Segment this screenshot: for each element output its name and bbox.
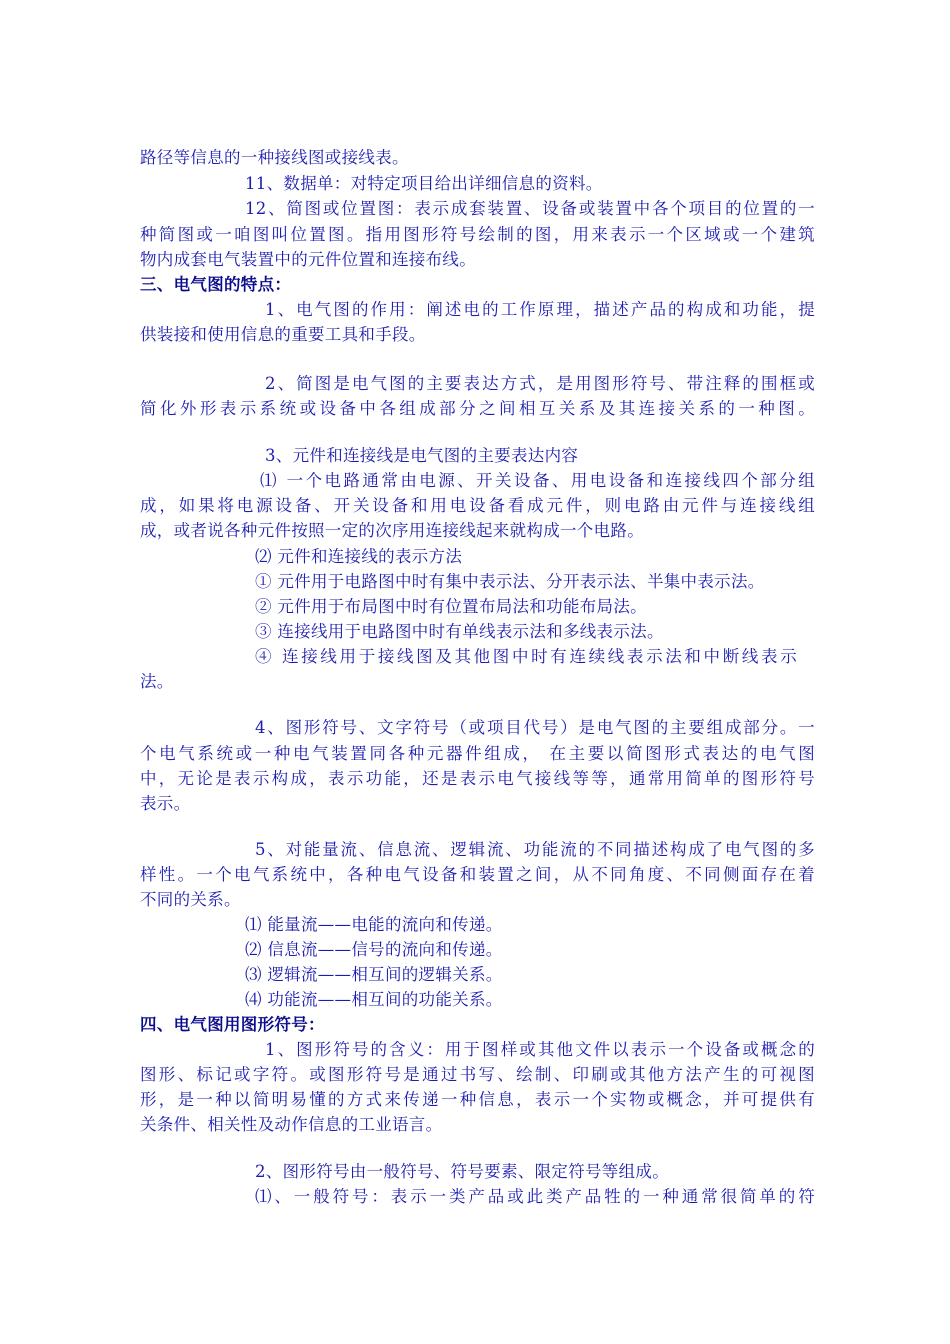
text-line: 中，无论是表示构成，表示功能，还是表示电气接线等等，通常用简单的图形符号 (140, 769, 815, 788)
text-line: ⑷ 功能流——相互间的功能关系。 (245, 990, 503, 1009)
text-line: ④ 连接线用于接线图及其他图中时有连续线表示法和中断线表示 (255, 647, 797, 666)
text-line: 成，如果将电源设备、开关设备和用电设备看成元件，则电路由元件与连接线组 (140, 496, 815, 515)
text-line: 表示。 (140, 794, 191, 813)
section-heading: 三、电气图的特点： (140, 275, 292, 294)
section-heading: 四、电气图用图形符号： (140, 1015, 325, 1034)
text-line: 样性。一个电气系统中，各种电气设备和装置之间，从不同角度、不同侧面存在着 (140, 865, 815, 884)
text-line: ⑴、一般符号：表示一类产品或此类产品牲的一种通常很简单的符 (255, 1187, 815, 1206)
text-line: 物内成套电气装置中的元件位置和连接布线。 (140, 250, 476, 269)
text-line: 1、电气图的作用：阐述电的工作原理，描述产品的构成和功能，提 (265, 300, 815, 319)
text-line: ① 元件用于电路图中时有集中表示法、分开表示法、半集中表示法。 (255, 572, 765, 591)
text-line: 供装接和使用信息的重要工具和手段。 (140, 325, 426, 344)
text-line: 形，是一种以简明易懂的方式来传递一种信息，表示一个实物或概念，并可提供有 (140, 1090, 815, 1109)
text-line: 简化外形表示系统或设备中各组成部分之间相互关系及其连接关系的一种图。 (140, 399, 815, 418)
text-line: 5、对能量流、信息流、逻辑流、功能流的不同描述构成了电气图的多 (255, 840, 815, 859)
text-line: 2、图形符号由一般符号、符号要素、限定符号等组成。 (255, 1162, 669, 1181)
text-line: 12、简图或位置图：表示成套装置、设备或装置中各个项目的位置的一 (245, 199, 815, 218)
text-line: 种简图或一咱图叫位置图。指用图形符号绘制的图，用来表示一个区域或一个建筑 (140, 225, 815, 244)
text-line: 11、数据单：对特定项目给出详细信息的资料。 (245, 174, 603, 193)
text-line: ② 元件用于布局图中时有位置布局法和功能布局法。 (255, 597, 647, 616)
text-line: 个电气系统或一种电气装置同各种元器件组成， 在主要以简图形式表达的电气图 (140, 744, 815, 763)
text-line: 3、元件和连接线是电气图的主要表达内容 (265, 446, 579, 465)
text-line: 路径等信息的一种接线图或接线表。 (140, 148, 409, 167)
text-line: ③ 连接线用于电路图中时有单线表示法和多线表示法。 (255, 622, 664, 641)
text-line: ⑵ 元件和连接线的表示方法 (255, 547, 463, 566)
text-line: 不同的关系。 (140, 890, 241, 909)
text-line: 关条件、相关性及动作信息的工业语言。 (140, 1115, 443, 1134)
text-line: 成，或者说各种元件按照一定的次序用连接线起来就构成一个电路。 (140, 521, 644, 540)
text-line: 4、图形符号、文字符号（或项目代号）是电气图的主要组成部分。一 (255, 718, 815, 737)
text-line: ⑴ 一个电路通常由电源、开关设备、用电设备和连接线四个部分组 (260, 471, 815, 490)
text-line: ⑴ 能量流——电能的流向和传递。 (245, 915, 503, 934)
text-line: ⑶ 逻辑流——相互间的逻辑关系。 (245, 965, 503, 984)
text-line: 图形、标记或字符。或图形符号是通过书写、绘制、印刷或其他方法产生的可视图 (140, 1065, 815, 1084)
text-line: 法。 (140, 672, 174, 691)
text-line: 2、简图是电气图的主要表达方式，是用图形符号、带注释的围框或 (265, 374, 815, 393)
text-line: ⑵ 信息流——信号的流向和传递。 (245, 940, 503, 959)
text-line: 1、图形符号的含义：用于图样或其他文件以表示一个设备或概念的 (265, 1040, 815, 1059)
